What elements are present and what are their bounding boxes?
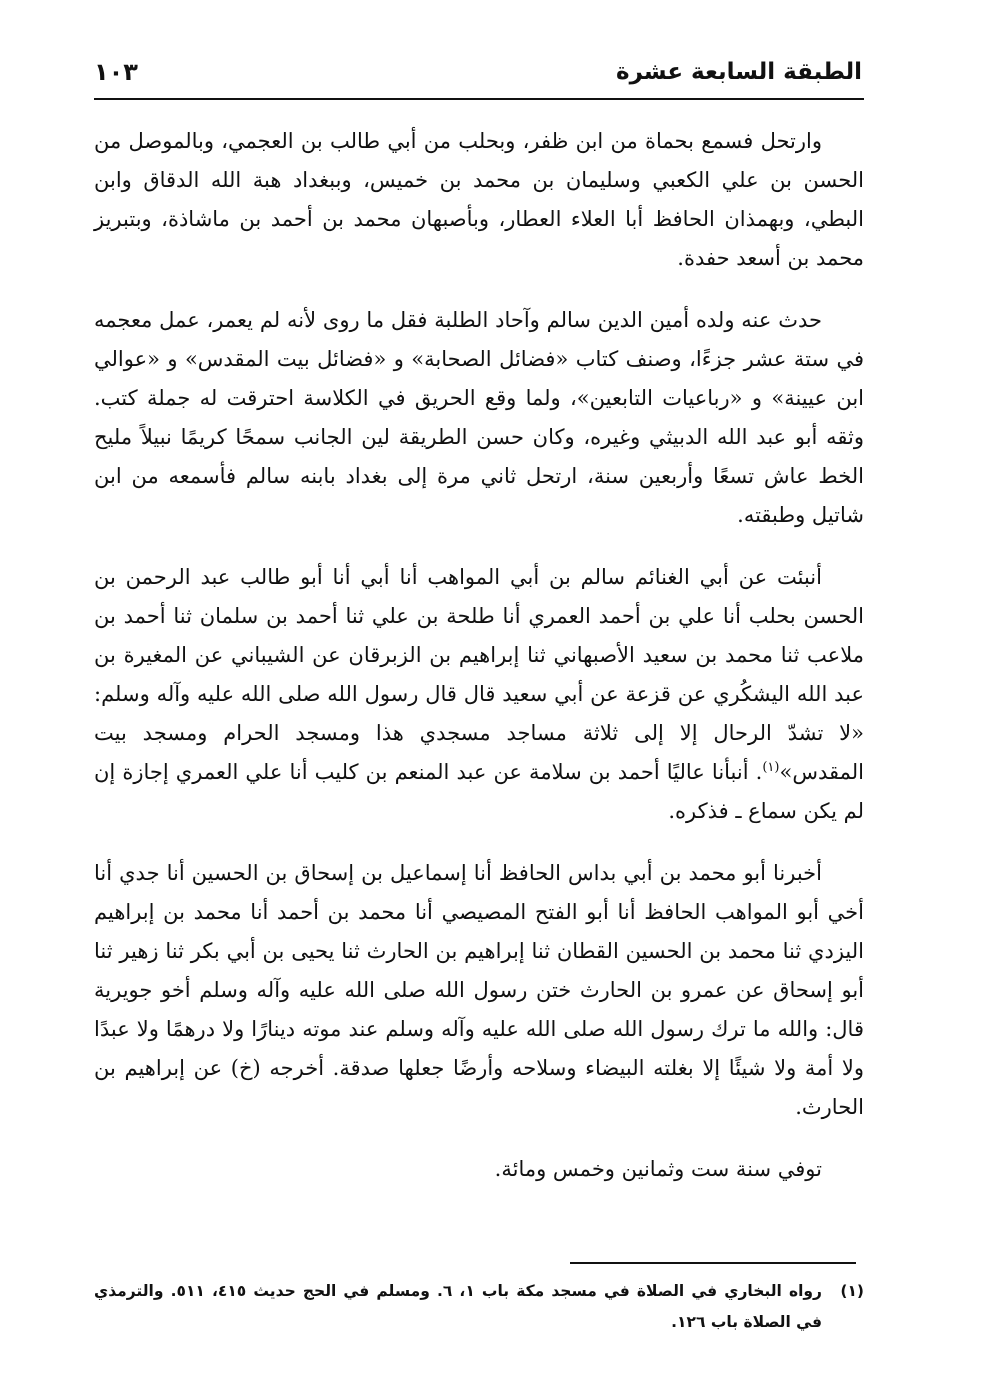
paragraph-1: وارتحل فسمع بحماة من ابن ظفر، وبحلب من أبي طالب بن العجمي، وبالموصل من الحسن بن علي الكعبي وسليمان بن محمد بن خميس، وببغداد هبة الله الدقاق وابن البطي، وبهمذان الحافظ أبا العلاء العطار، وبأصبهان محمد بن أحمد بن ماشاذة، وبتبريز محمد بن أسعد حفدة. [94, 129, 864, 270]
footnote-text: رواه البخاري في الصلاة في مسجد مكة باب ١، ٦. ومسلم في الحج حديث ٤١٥، ٥١١. والترمذي في الصلاة باب ١٢٦. [94, 1282, 822, 1331]
main-text [94, 122, 864, 1212]
header-rule [94, 98, 864, 100]
paragraph-3-tail: . أنبأنا عاليًا أحمد بن سلامة عن عبد المنعم بن كليب أنا علي العمري إجازة إن لم يكن سماع ـ فذكره. [94, 760, 864, 823]
paragraph-3-text: أنبئت عن أبي الغنائم سالم بن أبي المواهب أنا أبي أنا أبو طالب عبد الرحمن بن الحسن بحلب أنا علي بن أحمد العمري أنا طلحة بن علي ثنا أحمد بن سلمان ثنا أحمد بن ملاعب ثنا محمد بن سعيد الأصبهاني ثنا إبراهيم بن الزبرقان عن الشيباني عن المغيرة بن عبد الله اليشكُري عن قزعة عن أبي سعيد قال قال رسول الله صلى الله عليه وآله وسلم: «لا تشدّ الرحال إلا إلى ثلاثة مساجد مسجدي هذا ومسجد الحرام ومسجد بيت المقدس» [94, 565, 864, 784]
footnote-reference[interactable]: (١) [762, 760, 780, 775]
paragraph-5: توفي سنة ست وثمانين وخمس ومائة. [494, 1157, 822, 1181]
paragraph-2: حدث عنه ولده أمين الدين سالم وآحاد الطلبة فقل ما روى لأنه لم يعمر، عمل معجمه في ستة عشر جزءًا، وصنف كتاب «فضائل الصحابة» و «فضائل بيت المقدس» و «عوالي ابن عيينة» و «رباعيات التابعين»، ولما وقع الحريق في الكلاسة احترقت له جملة كتب. وثقه أبو عبد الله الدبيثي وغيره، وكان حسن الطريقة لين الجانب سمحًا كريمًا نبيلاً مليح الخط عاش تسعًا وأربعين سنة، ارتحل ثاني مرة إلى بغداد بابنه سالم فأسمعه من ابن شاتيل وطبقته. [94, 308, 864, 527]
page-number: ١٠٣ [94, 58, 138, 86]
footnote-number: (١) [840, 1282, 864, 1300]
running-title: الطبقة السابعة عشرة [616, 59, 862, 85]
paragraph-4: أخبرنا أبو محمد بن أبي بداس الحافظ أنا إسماعيل بن إسحاق بن الحسين أنا جدي أنا أخي أبو المواهب الحافظ أنا أبو الفتح المصيصي أنا محمد بن أحمد أنا محمد بن إبراهيم اليزدي ثنا محمد بن الحسين القطان ثنا إبراهيم بن الحارث ثنا يحيى بن أبي بكر ثنا زهير ثنا أبو إسحاق عن عمرو بن الحارث ختن رسول الله صلى الله عليه وآله وسلم أخو جويرية قال: والله ما ترك رسول الله صلى الله عليه وآله وسلم عند موته دينارًا ولا درهمًا ولا عبدًا ولا أمة ولا شيئًا إلا بغلته البيضاء وسلاحه وأرضًا جعلها صدقة. أخرجه (خ) عن إبراهيم بن الحارث. [94, 861, 864, 1119]
footnote-1 [94, 1276, 864, 1338]
footnote-rule [570, 1262, 856, 1264]
paragraph-3 [94, 558, 864, 831]
footnotes [94, 1276, 864, 1338]
running-head [94, 52, 862, 92]
